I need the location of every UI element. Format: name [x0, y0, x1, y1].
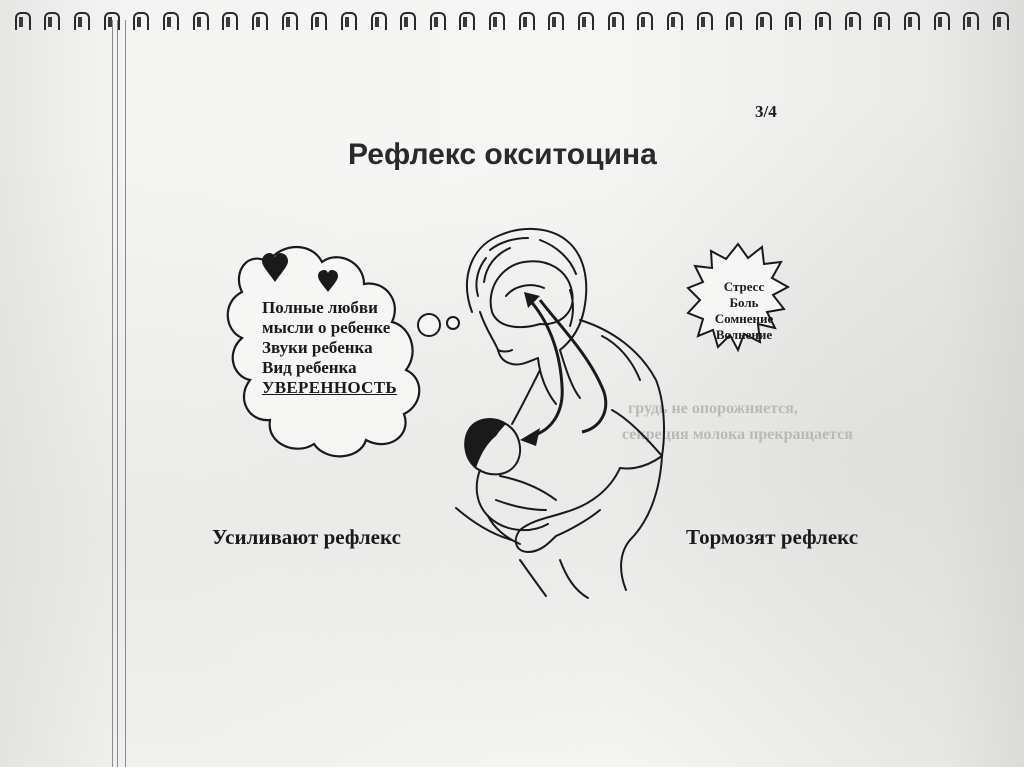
stress-burst-text	[704, 279, 784, 343]
stress-line: Стресс	[723, 279, 765, 294]
thought-line-emphasis: УВЕРЕННОСТЬ	[262, 378, 397, 397]
thought-line: мысли о ребенке	[262, 318, 391, 337]
thought-cloud-text	[262, 298, 397, 398]
thought-line: Вид ребенка	[262, 358, 357, 377]
page-number: 3/4	[755, 102, 777, 121]
mother-baby-drawing	[456, 229, 664, 598]
thought-line: Полные любви	[262, 298, 378, 317]
arrow-head-icon	[524, 292, 540, 308]
page-title: Рефлекс окситоцина	[348, 138, 657, 171]
thought-line: Звуки ребенка	[262, 338, 373, 357]
bleed-through-text: грудь не опорожняется,	[628, 400, 798, 417]
stress-line: Сомнение	[714, 311, 774, 326]
bleed-through-text: секреция молока прекращается	[622, 426, 853, 443]
arrow-head-icon	[520, 428, 540, 446]
inhibit-reflex-label: Тормозят рефлекс	[686, 525, 859, 549]
stress-line: Боль	[729, 295, 759, 310]
enhance-reflex-label: Усиливают рефлекс	[212, 525, 401, 549]
thought-bubble-tiny	[447, 317, 459, 329]
thought-bubble-small	[418, 314, 440, 336]
stress-line: Волнение	[715, 327, 773, 342]
